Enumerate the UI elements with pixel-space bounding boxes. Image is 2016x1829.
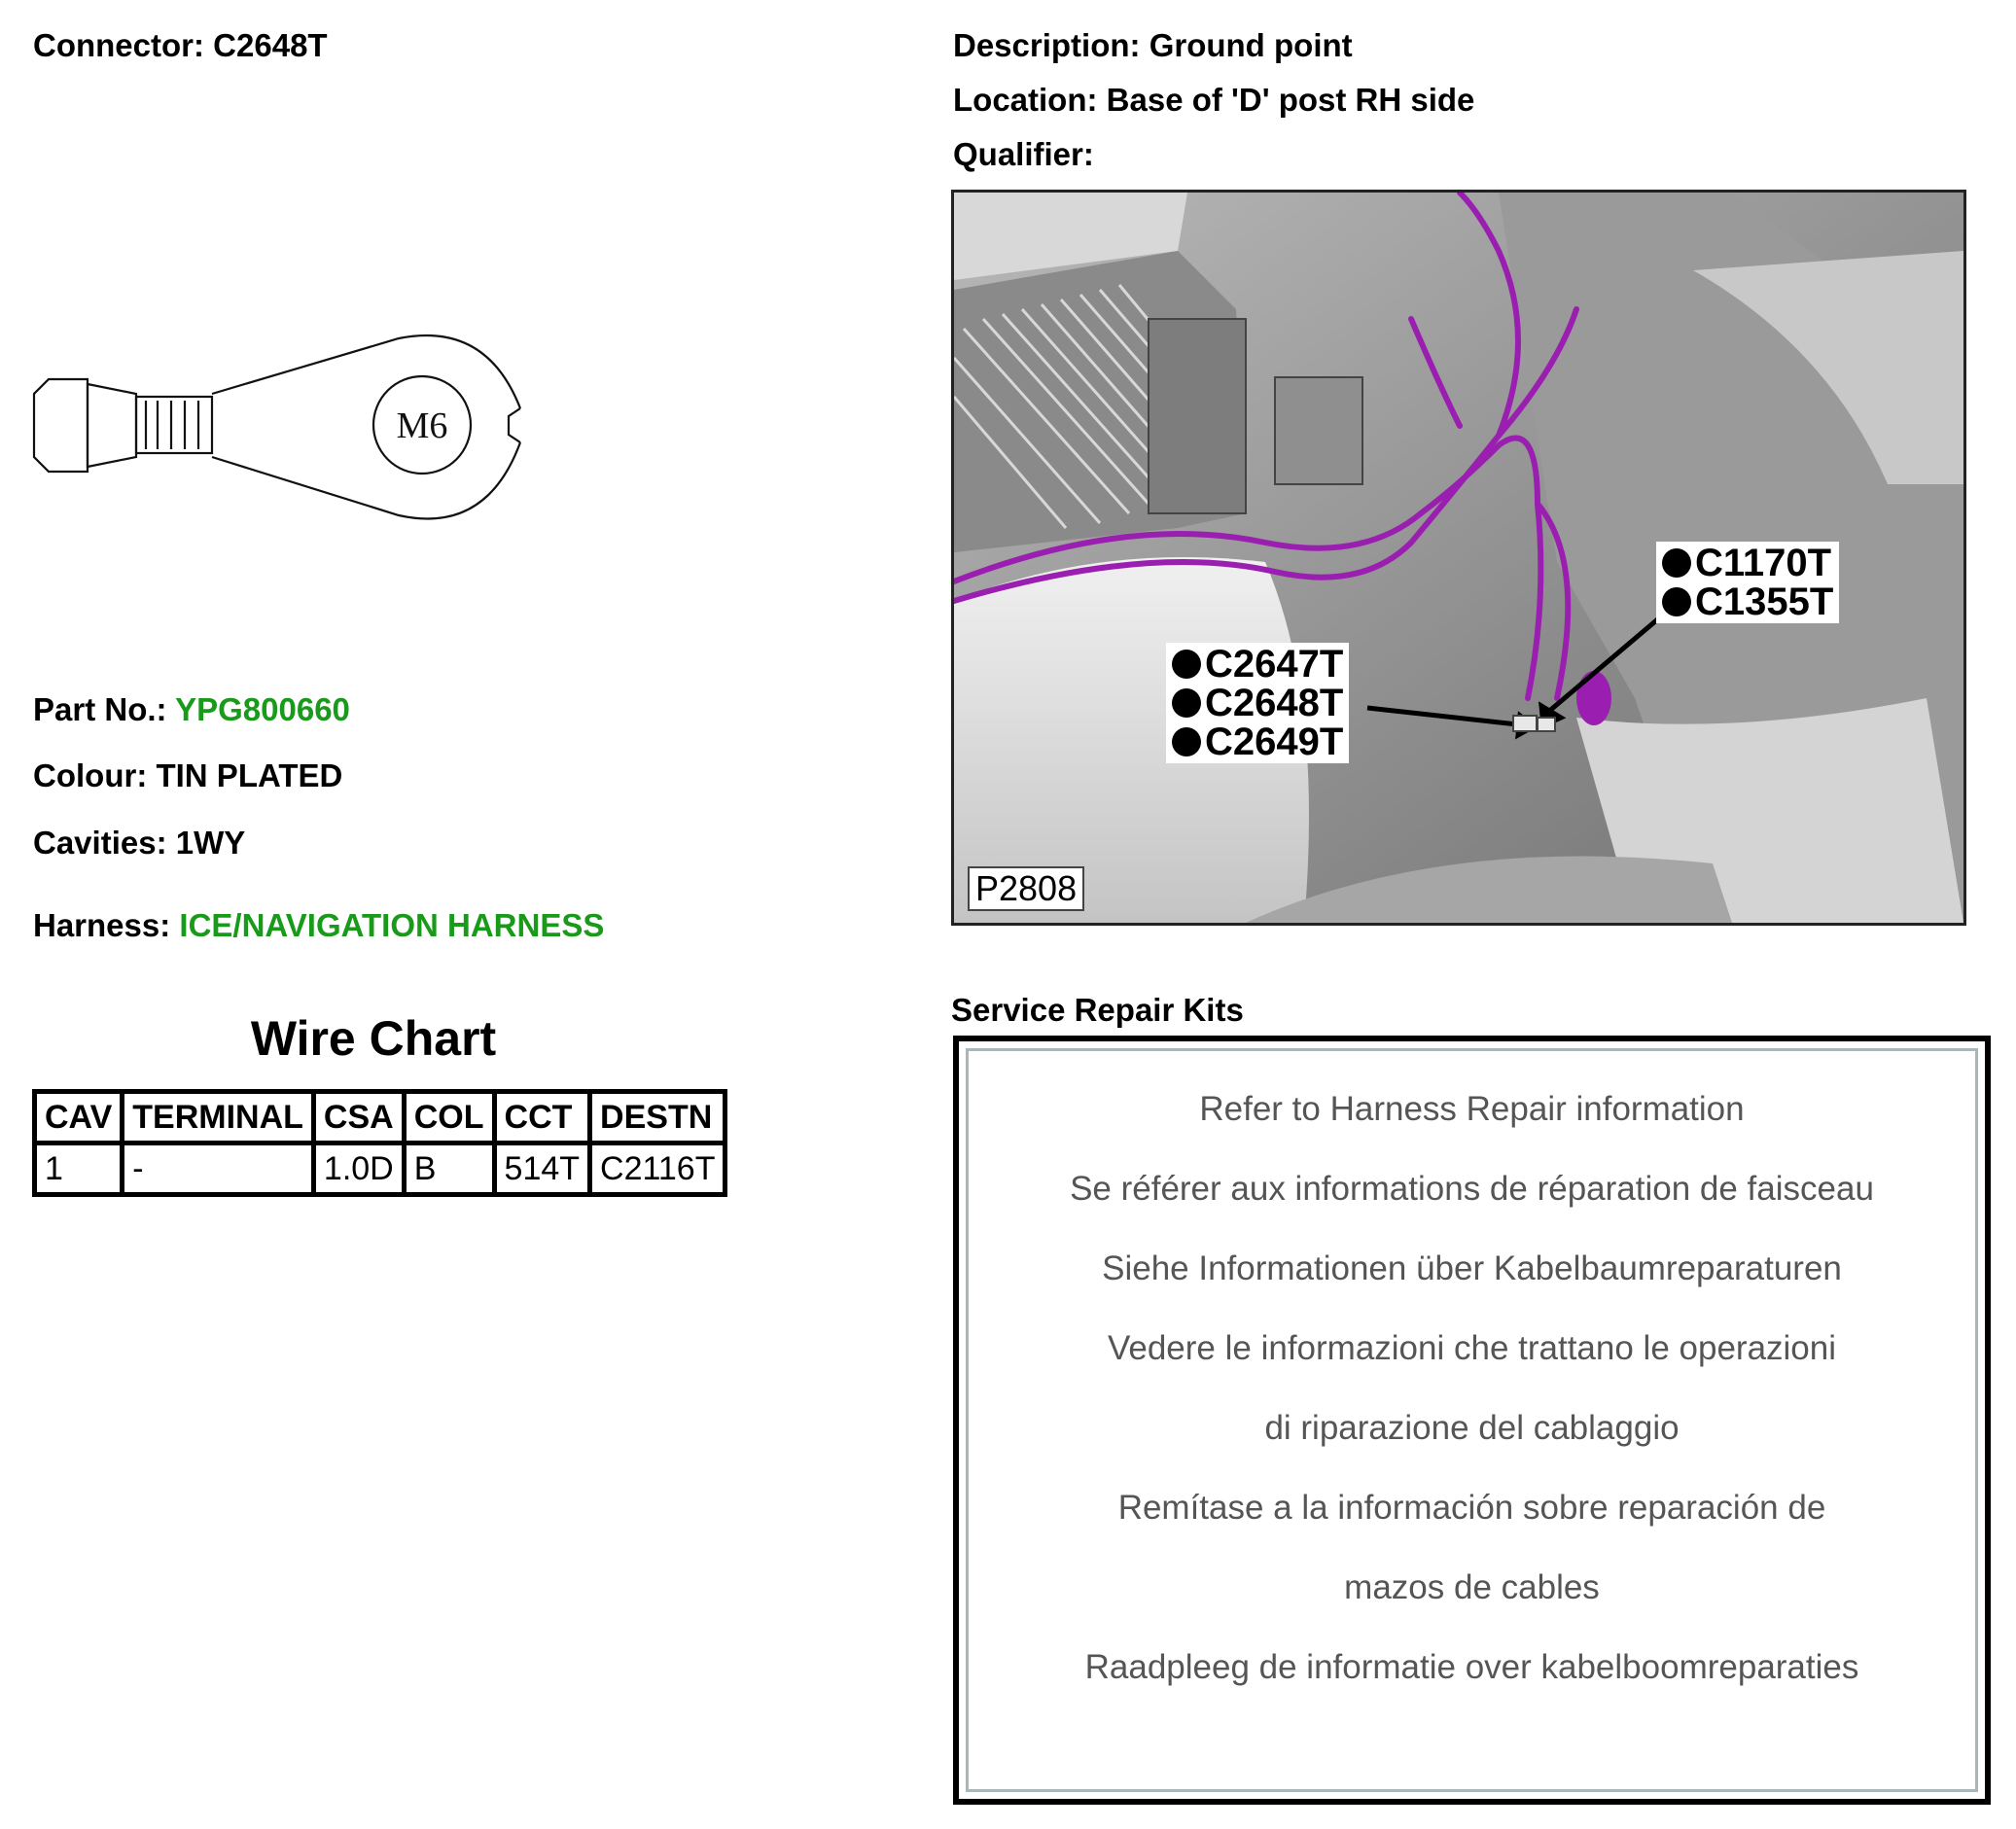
qualifier [953,138,1094,170]
callout-left [1166,643,1349,763]
cavities-label: Cavities: [33,825,167,861]
harness-link[interactable]: ICE/NAVIGATION HARNESS [179,907,605,943]
kits-line: di riparazione del cablaggio [1264,1409,1680,1447]
service-repair-kits-box [953,1036,1991,1805]
location-label: Location: [953,82,1098,118]
kits-line: Remítase a la información sobre reparación de [1117,1489,1826,1527]
description-value: Ground point [1149,27,1353,63]
wire-chart-table [32,1089,727,1197]
callout-item [1172,684,1343,722]
connector-label: Connector: [33,27,204,63]
wire-chart-title: Wire Chart [250,1011,497,1066]
connector-value: C2648T [213,27,328,63]
connector-id [33,29,328,61]
table-row [35,1143,725,1195]
kits-line: Siehe Informationen über Kabelbaumreparaturen [1102,1249,1842,1287]
cell-cav: 1 [35,1143,123,1195]
colour-value: TIN PLATED [156,757,343,793]
kits-line: mazos de cables [1344,1568,1600,1606]
stud-size-label: M6 [396,405,448,446]
qualifier-label: Qualifier: [953,136,1094,172]
colour [33,759,342,791]
header-cav: CAV [35,1092,123,1143]
header-csa: CSA [313,1092,404,1143]
description [953,29,1353,61]
bullet-icon [1662,548,1691,578]
bullet-icon [1172,727,1201,756]
location [953,84,1474,116]
callout-item [1172,645,1343,684]
callout-label: C2647T [1205,643,1344,686]
header-destn: DESTN [590,1092,725,1143]
bullet-icon [1662,587,1691,616]
service-repair-kits-inner [966,1048,1978,1792]
harness [33,909,604,941]
header-col: COL [404,1092,494,1143]
kits-line: Se référer aux informations de réparation de faisceau [1070,1170,1874,1208]
cell-terminal: - [123,1143,314,1195]
service-repair-kits-title: Service Repair Kits [951,992,1244,1028]
cavities-value: 1WY [175,825,246,861]
callout-item [1662,544,1833,582]
header-cct: CCT [494,1092,590,1143]
callout-label: C1355T [1695,580,1834,623]
description-label: Description: [953,27,1141,63]
kits-line: Refer to Harness Repair information [1199,1090,1745,1128]
cell-csa: 1.0D [313,1143,404,1195]
ring-terminal-drawing [29,331,535,525]
callout-label: C2648T [1205,682,1344,724]
photo-code: P2808 [968,866,1084,911]
cell-destn[interactable]: C2116T [590,1143,725,1195]
callout-label: C2649T [1205,721,1344,763]
callout-right [1656,542,1839,623]
harness-label: Harness: [33,907,171,943]
callout-item [1662,582,1833,621]
bullet-icon [1172,650,1201,679]
location-photo [951,190,1966,926]
cell-col: B [404,1143,494,1195]
callout-label: C1170T [1695,542,1832,584]
part-number-label: Part No.: [33,691,167,727]
kits-line: Raadpleeg de informatie over kabelboomreparaties [1084,1648,1859,1686]
part-number [33,693,350,725]
wire-chart-header-row [35,1092,725,1143]
location-value: Base of 'D' post RH side [1106,82,1475,118]
bullet-icon [1172,688,1201,718]
cell-cct: 514T [494,1143,590,1195]
kits-line: Vedere le informazioni che trattano le operazioni [1107,1329,1837,1367]
callout-item [1172,722,1343,761]
colour-label: Colour: [33,757,148,793]
cavities [33,827,245,859]
part-number-link[interactable]: YPG800660 [175,691,350,727]
header-terminal: TERMINAL [123,1092,314,1143]
